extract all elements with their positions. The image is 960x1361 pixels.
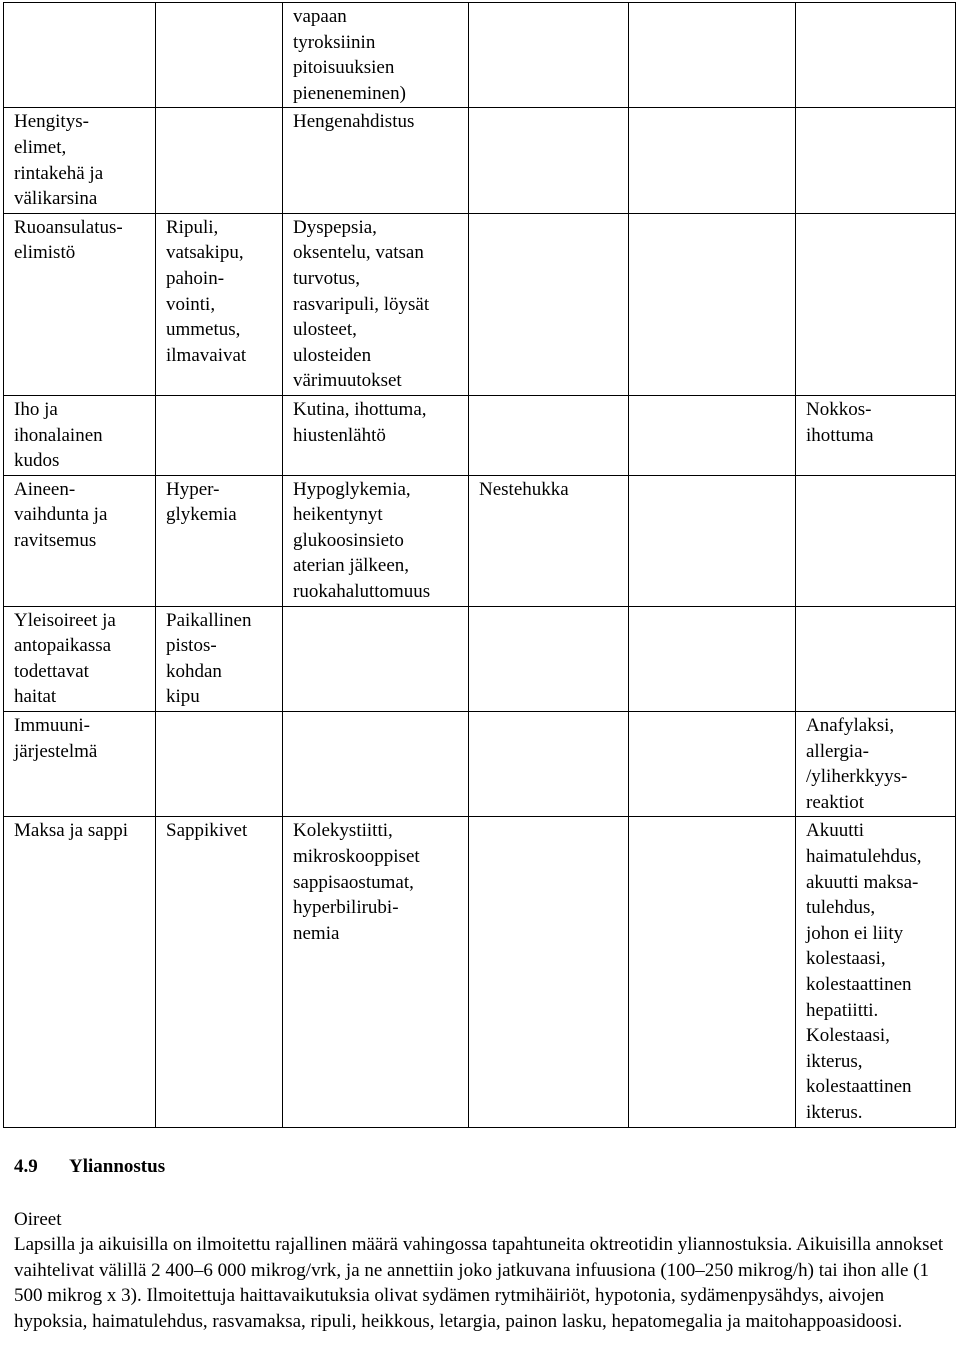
table-row xyxy=(4,213,956,395)
section-title: Yliannostus xyxy=(69,1156,166,1177)
table-cell xyxy=(469,395,629,475)
table-cell xyxy=(156,108,283,213)
table-cell: Hengitys- elimet, rintakehä ja välikarsina xyxy=(4,108,156,213)
table-cell: Yleisoireet ja antopaikassa todettavat haitat xyxy=(4,606,156,711)
table-cell: Aineen- vaihdunta ja ravitsemus xyxy=(4,475,156,606)
table-cell: Kutina, ihottuma, hiustenlähtö xyxy=(283,395,469,475)
table-cell xyxy=(469,3,629,108)
table-cell xyxy=(796,606,956,711)
table-cell: Dyspepsia, oksentelu, vatsan turvotus, rasvaripuli, löysät ulosteet, ulosteiden värimuutokset xyxy=(283,213,469,395)
section-heading xyxy=(14,1154,944,1180)
table-cell xyxy=(629,213,796,395)
table-cell: Nokkos- ihottuma xyxy=(796,395,956,475)
table-cell xyxy=(4,3,156,108)
table-row xyxy=(4,108,956,213)
table-cell: Hyper- glykemia xyxy=(156,475,283,606)
adverse-effects-table xyxy=(3,2,956,1128)
table-cell xyxy=(629,817,796,1127)
table-cell xyxy=(283,606,469,711)
table-cell xyxy=(629,108,796,213)
table-cell: Iho ja ihonalainen kudos xyxy=(4,395,156,475)
section-number: 4.9 xyxy=(14,1156,38,1177)
table-cell: vapaan tyroksiinin pitoisuuksien pieneneminen) xyxy=(283,3,469,108)
table-cell: Kolekystiitti, mikroskooppiset sappisaostumat, hyperbilirubi- nemia xyxy=(283,817,469,1127)
overdose-section xyxy=(14,1154,944,1335)
table-cell: Ripuli, vatsakipu, pahoin- vointi, ummetus, ilmavaivat xyxy=(156,213,283,395)
table-row xyxy=(4,3,956,108)
table-cell: Maksa ja sappi xyxy=(4,817,156,1127)
table-cell: Anafylaksi, allergia- /yliherkkyys- reaktiot xyxy=(796,712,956,817)
table-cell: Ruoansulatus- elimistö xyxy=(4,213,156,395)
table-cell: Sappikivet xyxy=(156,817,283,1127)
table-cell: Immuuni- järjestelmä xyxy=(4,712,156,817)
table-row xyxy=(4,817,956,1127)
table-cell xyxy=(469,213,629,395)
table-cell xyxy=(796,108,956,213)
table-cell: Paikallinen pistos- kohdan kipu xyxy=(156,606,283,711)
table-cell: Nestehukka xyxy=(469,475,629,606)
table-cell xyxy=(469,817,629,1127)
table-cell xyxy=(283,712,469,817)
table-cell xyxy=(629,712,796,817)
table-row xyxy=(4,606,956,711)
table-cell xyxy=(796,3,956,108)
table-row xyxy=(4,712,956,817)
table-cell xyxy=(796,475,956,606)
table-cell: Hengenahdistus xyxy=(283,108,469,213)
table-cell xyxy=(156,712,283,817)
table-row xyxy=(4,395,956,475)
table-cell xyxy=(796,213,956,395)
table-cell xyxy=(629,606,796,711)
table-cell xyxy=(629,475,796,606)
table-cell xyxy=(156,395,283,475)
table-row xyxy=(4,475,956,606)
table-cell: Akuutti haimatulehdus, akuutti maksa- tulehdus, johon ei liity kolestaasi, kolestaattinen hepatiitti. Kolestaasi, ikterus, kolestaattinen ikterus. xyxy=(796,817,956,1127)
table-cell: Hypoglykemia, heikentynyt glukoosinsieto aterian jälkeen, ruokahaluttomuus xyxy=(283,475,469,606)
table-cell xyxy=(156,3,283,108)
table-cell xyxy=(469,712,629,817)
subheading: Oireet xyxy=(14,1208,62,1230)
table-cell xyxy=(629,3,796,108)
table-cell xyxy=(469,108,629,213)
table-cell xyxy=(469,606,629,711)
body-paragraph: Lapsilla ja aikuisilla on ilmoitettu rajallinen määrä vahingossa tapahtuneita oktreotidin yliannostuksia. Aikuisilla annokset vaihtelivat välillä 2 400–6 000 mikrog/vrk, ja ne annettiin joko jatkuvana infuusiona (100–250 mikrog/h) tai ihon alle (1 500 mikrog x 3). Ilmoitettuja haittavaikutuksia olivat sydämen rytmihäiriöt, hypotonia, sydämenpysähdys, aivojen hypoksia, haimatulehdus, rasvamaksa, ripuli, heikkous, letargia, painon lasku, hepatomegalia ja maitohappoasidoosi. xyxy=(14,1234,944,1332)
table-cell xyxy=(629,395,796,475)
